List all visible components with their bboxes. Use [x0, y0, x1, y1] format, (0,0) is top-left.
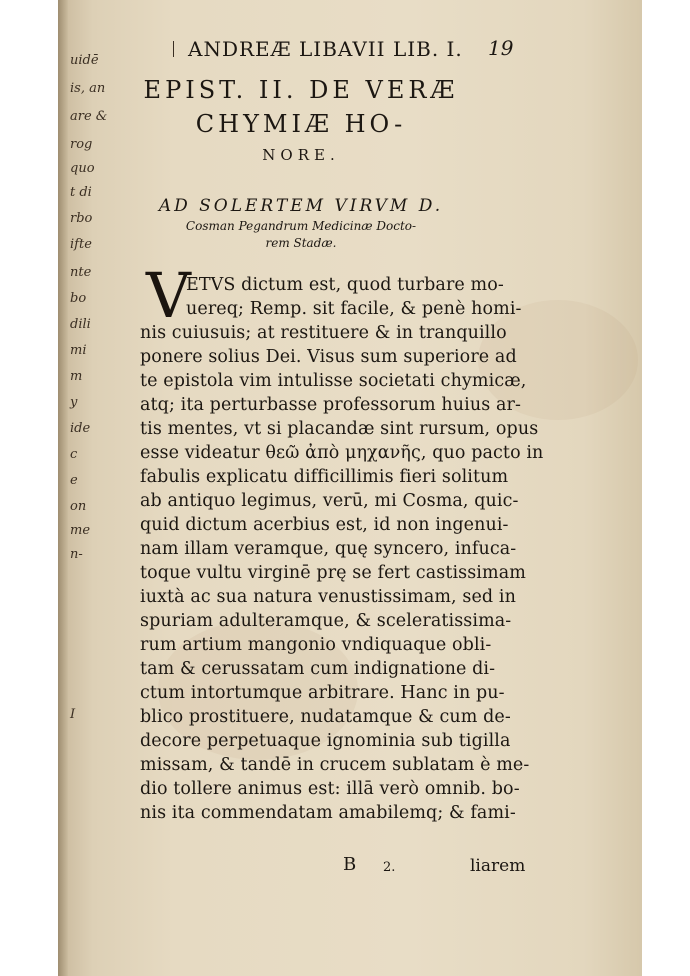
text-line: nis ita commendatam amabilemq; & fami-	[140, 803, 516, 823]
text-line: esse videatur θεῶ ἀπὸ μηχανῆς, quo pacto in	[140, 443, 544, 463]
text-line: tam & cerussatam cum indignatione di-	[140, 659, 496, 679]
text-line: nis cuiusuis; at restituere & in tranquillo	[140, 323, 507, 343]
text-line: quid dictum acerbius est, id non ingenui-	[140, 515, 509, 535]
text-line: rum artium mangonio vndiquaque obli-	[140, 635, 492, 655]
text-line: spuriam adulteramque, & sceleratissima-	[140, 611, 512, 631]
text-line: ab antiquo legimus, verū, mi Cosma, quic-	[140, 491, 519, 511]
margin-fragment: quo	[70, 161, 95, 176]
signature-mark: B	[343, 854, 357, 875]
page-gutter	[58, 0, 68, 976]
margin-fragment: ide	[70, 421, 91, 436]
text-line: toque vultu virginē prę se fert castissimam	[140, 563, 526, 583]
text-line: decore perpetuaque ignominia sub tigilla	[140, 731, 511, 751]
page-number: 19	[488, 36, 514, 60]
margin-fragment: are &	[70, 109, 108, 124]
margin-fragment: e	[70, 473, 78, 488]
epistle-title-line-3: NORE.	[262, 146, 340, 164]
catchword: liarem	[470, 856, 526, 876]
epistle-title-line-1: EPIST. II. DE VERÆ	[143, 76, 459, 104]
text-line: te epistola vim intulisse societati chymicæ,	[140, 371, 527, 391]
dedication-line-1: AD SOLERTEM VIRVM D.	[158, 196, 444, 216]
margin-fragment: on	[70, 499, 87, 514]
margin-fragment: n-	[70, 547, 83, 562]
dedication-line-2: Cosman Pegandrum Medicinæ Docto-	[185, 219, 417, 233]
text-line: atq; ita perturbasse professorum huius ar-	[140, 395, 521, 415]
margin-fragment: mi	[70, 343, 87, 358]
running-head-text: ANDREÆ LIBAVII LIB. I.	[188, 37, 463, 61]
margin-fragment: ifte	[70, 237, 92, 252]
epistle-title-line-2: CHYMIÆ HO-	[195, 110, 407, 138]
running-head	[173, 37, 463, 61]
margin-fragment: m	[70, 369, 83, 384]
margin-fragment: rog	[70, 137, 93, 152]
book-page	[58, 0, 642, 976]
margin-fragment: t di	[70, 185, 92, 200]
text-line: nam illam veramque, quę syncero, infuca-	[140, 539, 517, 559]
margin-fragment: me	[70, 523, 91, 538]
text-line: dio tollere animus est: illā verò omnib. bo-	[140, 779, 520, 799]
text-line: missam, & tandē in crucem sublatam è me-	[140, 755, 530, 775]
text-line: tis mentes, vt si placandæ sint rursum, opus	[140, 419, 539, 439]
dedication-line-3: rem Stadæ.	[265, 236, 337, 250]
text-line: ponere solius Dei. Visus sum superiore ad	[140, 347, 517, 367]
margin-fragment: dili	[70, 317, 91, 332]
text-line: ctum intortumque arbitrare. Hanc in pu-	[140, 683, 505, 703]
margin-fragment: bo	[70, 291, 87, 306]
text-line: uereq; Remp. sit facile, & penè homi-	[186, 299, 522, 319]
text-line: blico prostituere, nudatamque & cum de-	[140, 707, 511, 727]
margin-fragment: I	[70, 707, 76, 722]
text-line: fabulis explicatu difficillimis fieri solitum	[140, 467, 509, 487]
margin-fragment: is, an	[70, 81, 106, 96]
margin-fragment: c	[70, 447, 78, 462]
margin-fragment: rbo	[70, 211, 93, 226]
rule-mark	[173, 41, 174, 57]
margin-fragment: nte	[70, 265, 92, 280]
drop-capital: V	[146, 259, 191, 332]
margin-fragment: uidē	[70, 53, 99, 68]
text-line: ETVS dictum est, quod turbare mo-	[186, 275, 504, 295]
text-line: iuxtà ac sua natura venustissimam, sed in	[140, 587, 516, 607]
signature-number: 2.	[383, 860, 396, 875]
margin-fragment: y	[70, 395, 78, 410]
